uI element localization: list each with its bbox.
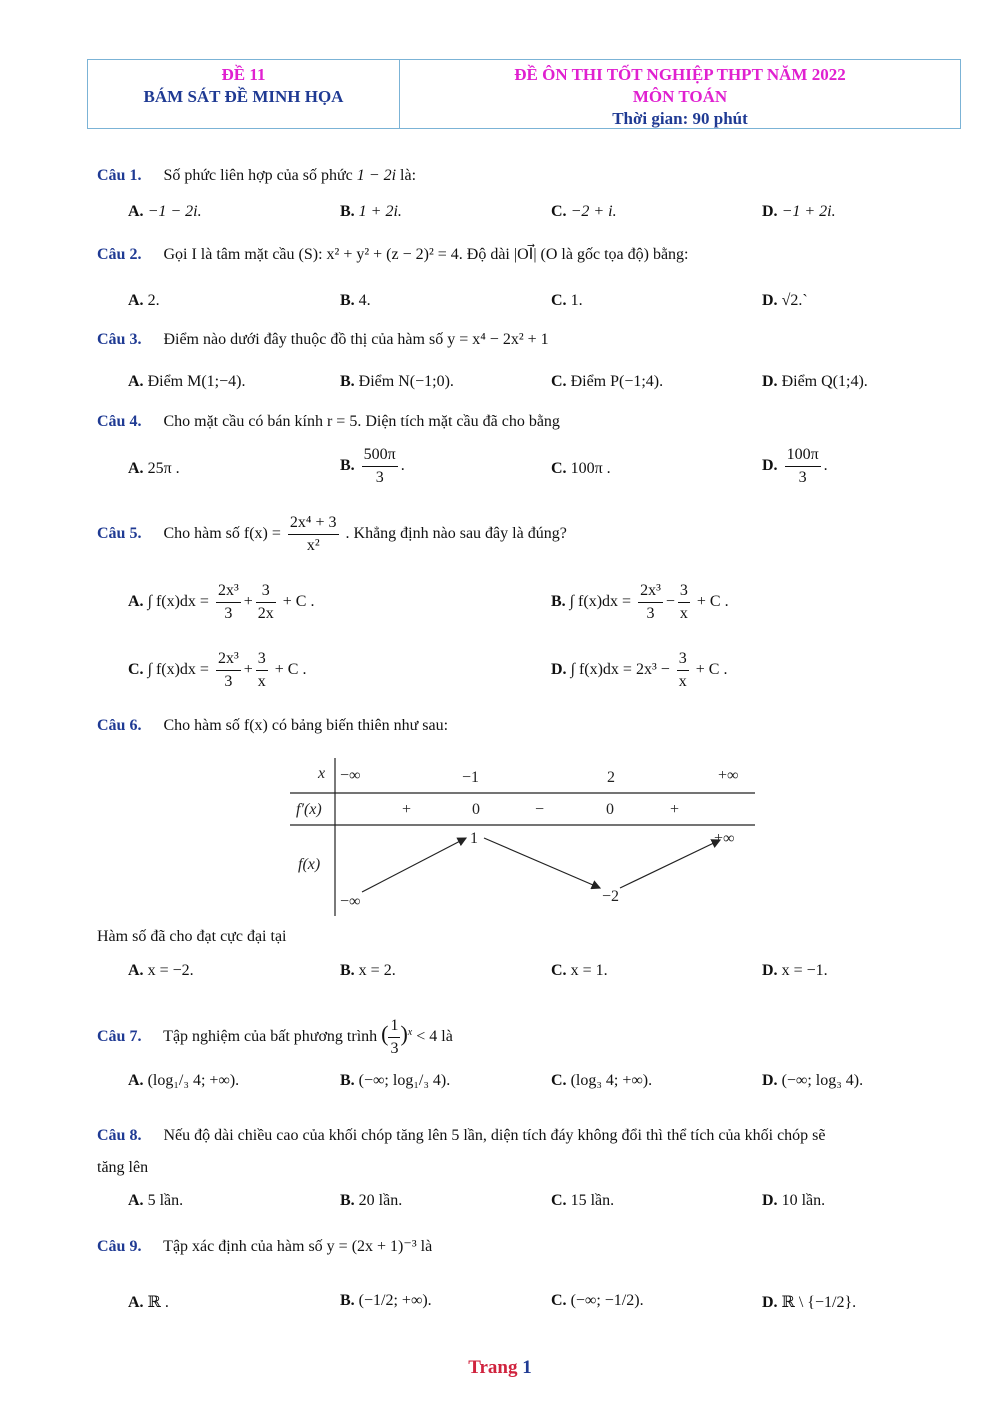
numerator: 3 — [256, 580, 276, 603]
option-b[interactable] — [340, 1192, 402, 1210]
question-label: Câu 2. — [97, 246, 142, 263]
denominator: 3 — [798, 469, 807, 486]
x-value: +∞ — [718, 767, 739, 784]
option-a[interactable] — [128, 580, 314, 625]
option-label: A. — [128, 593, 144, 611]
option-label: A. — [128, 373, 144, 390]
option-b[interactable] — [340, 1292, 432, 1310]
option-text: √2.` — [781, 292, 808, 309]
question-label: Câu 3. — [97, 331, 142, 348]
option-text: x = 2. — [358, 962, 396, 979]
numerator: 3 — [677, 648, 689, 671]
question-label: Câu 4. — [97, 413, 142, 430]
numerator: 1 — [388, 1015, 400, 1038]
exam-header — [87, 59, 961, 129]
option-label: C. — [551, 1292, 567, 1309]
fprime-zero: 0 — [606, 801, 614, 818]
denominator: 3 — [375, 469, 384, 486]
option-b[interactable] — [340, 203, 402, 221]
option-text: x = 1. — [570, 962, 608, 979]
option-label: D. — [762, 962, 778, 979]
option-d[interactable]: D. $\frac{100\pi}{3}$ . — [762, 444, 828, 489]
question-8-line2: tăng lên — [97, 1159, 149, 1176]
question-text: Cho hàm số f(x) có bảng biến thiên như sau: — [163, 717, 449, 734]
decrease-arrow — [484, 838, 600, 888]
option-d[interactable] — [762, 1192, 825, 1210]
option-text: 1. — [570, 292, 583, 309]
option-text: Điểm Q(1;4). — [781, 373, 868, 390]
fraction — [388, 1015, 400, 1060]
option-text: 1 + 2i. — [358, 203, 402, 220]
question-text-tail: < 4 là — [416, 1028, 453, 1046]
option-text: 100π . — [570, 460, 611, 477]
option-text: ℝ \ {−1/2}. — [781, 1294, 857, 1311]
option-text: ℝ . — [147, 1294, 169, 1311]
option-text: Điểm N(−1;0). — [358, 373, 454, 390]
f-top-right: +∞ — [714, 830, 735, 847]
option-text: 10 lần. — [781, 1192, 826, 1209]
page-number: 1 — [522, 1357, 532, 1378]
option-label: B. — [340, 962, 355, 979]
option-label: C. — [551, 1072, 567, 1089]
option-text: Điểm P(−1;4). — [570, 373, 664, 390]
option-text: −1 + 2i. — [781, 203, 836, 220]
option-c[interactable] — [551, 1072, 652, 1090]
fprime-sign: + — [402, 801, 412, 818]
question-8 — [97, 1127, 826, 1145]
f-min-value: −2 — [602, 888, 620, 905]
fraction — [216, 648, 241, 693]
question-text-tail: . Khẳng định nào sau đây là đúng? — [345, 525, 567, 543]
option-c[interactable] — [551, 292, 583, 310]
option-label: B. — [340, 373, 355, 390]
option-b[interactable]: B. $\frac{500\pi}{3}$ . — [340, 444, 405, 489]
option-text: (−∞; −1/2). — [570, 1292, 644, 1309]
option-c[interactable] — [551, 962, 608, 980]
option-label: B. — [340, 1292, 355, 1309]
option-label: C. — [551, 292, 567, 309]
question-7 — [97, 1015, 453, 1060]
option-label: A. — [128, 460, 144, 477]
option-label: C. — [551, 203, 567, 220]
question-label: Câu 7. — [97, 1028, 142, 1046]
exam-time: Thời gian: 90 phút — [612, 109, 748, 128]
question-text: Tập xác định của hàm số y = (2x + 1)⁻³ là — [163, 1238, 433, 1255]
numerator: 2x³ — [216, 648, 241, 671]
numerator: 3 — [678, 580, 690, 603]
denominator: x — [257, 673, 266, 690]
exam-subject: MÔN TOÁN — [632, 87, 728, 106]
option-label: A. — [128, 1294, 144, 1311]
option-a[interactable] — [128, 962, 194, 980]
fprime-zero: 0 — [472, 801, 480, 818]
option-label: A. — [128, 292, 144, 309]
option-text: + C . — [695, 661, 728, 679]
option-d[interactable] — [551, 648, 727, 693]
x-value: −∞ — [340, 767, 361, 784]
denominator: x² — [306, 537, 320, 554]
option-label: D. — [762, 292, 778, 309]
question-text: Cho hàm số f(x) = — [163, 525, 281, 543]
question-label: Câu 8. — [97, 1127, 142, 1144]
question-tail: là: — [400, 167, 417, 184]
fraction — [677, 648, 689, 693]
increase-arrow — [620, 840, 720, 888]
option-text: + C . — [274, 661, 307, 679]
option-a[interactable] — [128, 460, 180, 478]
option-text: ∫ f(x)dx = — [147, 593, 209, 611]
row-label-f: f(x) — [298, 856, 321, 873]
option-d[interactable] — [762, 203, 836, 221]
numerator: 500π — [362, 444, 398, 467]
question-text: Gọi I là tâm mặt cầu (S): x² + y² + (z − 2)² = 4. Độ dài |OI⃗| (O là gốc tọa độ) bằng: — [163, 246, 689, 263]
option-a[interactable] — [128, 203, 202, 221]
question-1 — [97, 167, 416, 185]
option-label: D. — [762, 1294, 778, 1311]
question-2 — [97, 244, 689, 264]
option-text: x = −2. — [147, 962, 194, 979]
option-text: 2. — [147, 292, 160, 309]
option-label: C. — [551, 962, 567, 979]
option-label: C. — [128, 661, 144, 679]
option-text: (−∞; log₁/₃ 4). — [358, 1072, 451, 1089]
fraction — [256, 580, 276, 625]
option-b[interactable] — [340, 292, 371, 310]
fraction — [216, 580, 241, 625]
option-text: 15 lần. — [570, 1192, 615, 1209]
fprime-sign: + — [670, 801, 680, 818]
option-d[interactable] — [762, 373, 868, 391]
option-label: B. — [551, 593, 566, 611]
option-label: A. — [128, 203, 144, 220]
question-5 — [97, 512, 567, 557]
f-bottom-left: −∞ — [340, 893, 361, 910]
option-c[interactable] — [128, 648, 306, 693]
row-label-fprime: f′(x) — [296, 801, 322, 818]
option-c[interactable] — [551, 1292, 644, 1310]
denominator: 2x — [257, 605, 274, 622]
exponent: x — [407, 1026, 413, 1038]
option-d[interactable] — [762, 962, 828, 980]
option-text: (−1/2; +∞). — [358, 1292, 432, 1309]
option-text: 20 lần. — [358, 1192, 403, 1209]
option-d[interactable] — [762, 292, 808, 310]
option-label: B. — [340, 203, 355, 220]
question-expr: 1 − 2i — [356, 167, 397, 184]
paren-open: ( — [381, 1021, 389, 1047]
header-left — [88, 60, 400, 128]
option-text: ∫ f(x)dx = — [147, 661, 209, 679]
option-label: D. — [762, 457, 778, 475]
option-label: C. — [551, 373, 567, 390]
option-label: C. — [551, 460, 567, 477]
row-label-x: x — [318, 765, 326, 782]
denominator: x — [679, 605, 688, 622]
option-text: −1 − 2i. — [147, 203, 202, 220]
option-text: −2 + i. — [570, 203, 617, 220]
paren-close: ) — [400, 1021, 408, 1047]
fprime-sign: − — [535, 801, 545, 818]
increase-arrow — [362, 838, 466, 892]
variation-table — [290, 758, 760, 918]
fraction — [785, 444, 821, 489]
option-text: Điểm M(1;−4). — [147, 373, 246, 390]
fraction — [638, 580, 663, 625]
fraction — [256, 648, 268, 693]
question-label: Câu 9. — [97, 1238, 142, 1255]
option-label: D. — [551, 661, 567, 679]
option-label: B. — [340, 1192, 355, 1209]
option-b[interactable] — [551, 580, 729, 625]
question-text: Nếu độ dài chiều cao của khối chóp tăng lên 5 lần, diện tích đáy không đổi thì thể tích của khối chóp sẽ — [163, 1127, 826, 1144]
denominator: 3 — [224, 673, 233, 690]
exam-number: ĐỀ 11 — [221, 65, 266, 84]
option-b[interactable] — [340, 373, 454, 391]
option-a[interactable] — [128, 292, 160, 310]
operator: + — [243, 661, 253, 679]
option-c[interactable] — [551, 460, 611, 478]
f-max-value: 1 — [470, 830, 478, 847]
option-d[interactable] — [762, 1292, 856, 1312]
option-text: + C . — [696, 593, 729, 611]
question-6-prompt: Hàm số đã cho đạt cực đại tại — [97, 928, 287, 945]
numerator: 3 — [256, 648, 268, 671]
option-label: A. — [128, 1192, 144, 1209]
x-value: 2 — [607, 769, 615, 786]
option-text: 25π . — [147, 460, 180, 477]
question-3 — [97, 331, 549, 349]
option-label: B. — [340, 457, 355, 475]
numerator: 2x³ — [216, 580, 241, 603]
option-c[interactable] — [551, 1192, 614, 1210]
numerator: 100π — [785, 444, 821, 467]
option-a[interactable] — [128, 373, 245, 391]
option-text: 4. — [358, 292, 371, 309]
option-label: A. — [128, 1072, 144, 1089]
option-text: x = −1. — [781, 962, 828, 979]
question-text: Điểm nào dưới đây thuộc đồ thị của hàm số y = x⁴ − 2x² + 1 — [163, 331, 549, 348]
question-label: Câu 6. — [97, 717, 142, 734]
operator: − — [665, 593, 675, 611]
numerator: 2x³ — [638, 580, 663, 603]
question-4 — [97, 413, 560, 431]
page-footer — [0, 1357, 1000, 1379]
option-b[interactable] — [340, 962, 396, 980]
option-b[interactable] — [340, 1072, 450, 1090]
option-label: B. — [340, 1072, 355, 1089]
fraction — [288, 512, 339, 557]
option-text: (−∞; log₃ 4). — [781, 1072, 864, 1089]
option-c[interactable] — [551, 203, 617, 221]
option-a[interactable] — [128, 1292, 169, 1312]
footer-word: Trang — [468, 1357, 518, 1378]
operator: + — [243, 593, 253, 611]
question-text: Số phức liên hợp của số phức — [163, 167, 353, 184]
exam-title: ĐỀ ÔN THI TỐT NGHIỆP THPT NĂM 2022 — [514, 65, 846, 84]
exam-subtitle: BÁM SÁT ĐỀ MINH HỌA — [143, 87, 344, 106]
option-text: ∫ f(x)dx = — [569, 593, 632, 611]
fraction — [362, 444, 398, 489]
x-value: −1 — [462, 769, 480, 786]
denominator: 3 — [646, 605, 655, 622]
option-label: D. — [762, 1072, 778, 1089]
question-9 — [97, 1236, 432, 1256]
option-label: D. — [762, 203, 778, 220]
fraction — [678, 580, 690, 625]
question-label: Câu 1. — [97, 167, 142, 184]
option-text: + C . — [282, 593, 315, 611]
option-label: B. — [340, 292, 355, 309]
question-text: Tập nghiệm của bất phương trình — [163, 1028, 378, 1046]
option-text: (log₁/₃ 4; +∞). — [147, 1072, 240, 1089]
option-text: (log₃ 4; +∞). — [570, 1072, 653, 1089]
option-label: A. — [128, 962, 144, 979]
option-a[interactable] — [128, 1072, 239, 1090]
option-c[interactable] — [551, 373, 663, 391]
question-label: Câu 5. — [97, 525, 142, 543]
option-text: 5 lần. — [147, 1192, 184, 1209]
option-label: C. — [551, 1192, 567, 1209]
option-a[interactable] — [128, 1192, 183, 1210]
option-d[interactable] — [762, 1072, 863, 1090]
denominator: x — [678, 673, 687, 690]
option-text: ∫ f(x)dx = 2x³ − — [570, 661, 670, 679]
denominator: 3 — [390, 1040, 399, 1057]
numerator: 2x⁴ + 3 — [288, 512, 339, 535]
header-right — [400, 60, 960, 128]
option-label: D. — [762, 373, 778, 390]
option-label: D. — [762, 1192, 778, 1209]
denominator: 3 — [224, 605, 233, 622]
question-6 — [97, 717, 448, 735]
question-text: Cho mặt cầu có bán kính r = 5. Diện tích mặt cầu đã cho bằng — [163, 413, 560, 430]
